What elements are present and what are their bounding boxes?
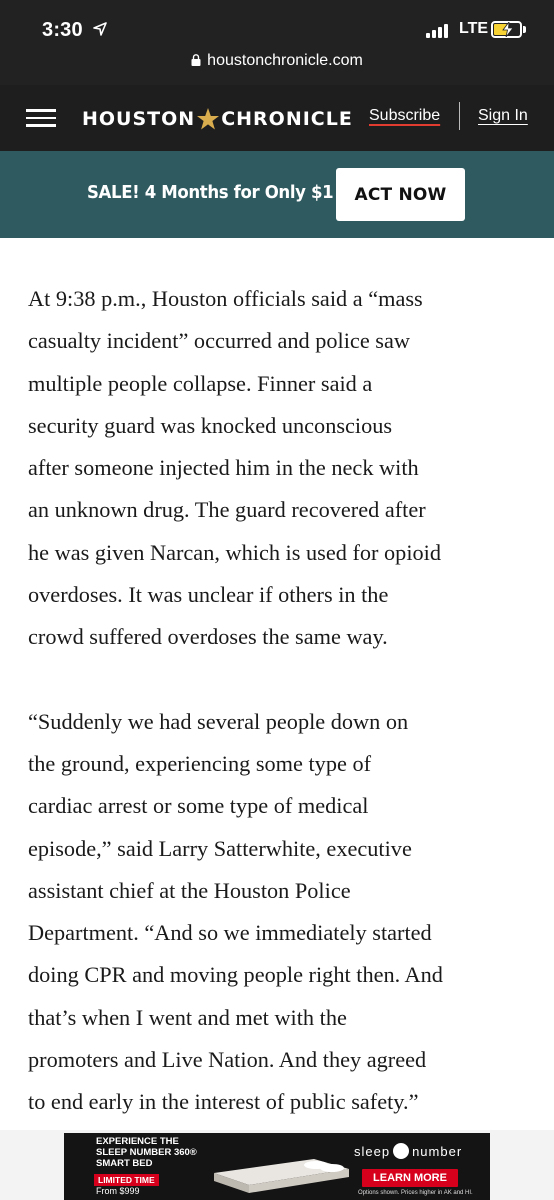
article-line: security guard was knocked unconscious — [28, 412, 393, 438]
sign-in-link[interactable]: Sign In — [478, 107, 528, 124]
header-divider — [459, 102, 460, 130]
browser-chrome — [0, 0, 554, 85]
article-line: At 9:38 p.m., Houston officials said a “mass — [28, 286, 423, 311]
sleep-number-logo-icon — [393, 1143, 409, 1159]
article-line: he was given Narcan, which is used for opioid — [28, 539, 442, 565]
ad-fine-print: Options shown. Prices higher in AK and HI. — [358, 1190, 473, 1196]
cellular-signal-icon — [426, 24, 452, 38]
ad-brand-logo: sleep number — [354, 1143, 463, 1159]
article-line: that’s when I went and met with the — [28, 1004, 347, 1030]
bed-image — [204, 1145, 354, 1195]
article-line: “Suddenly we had several people down on — [28, 708, 409, 734]
article-line: Department. “And so we immediately started — [28, 920, 432, 946]
article-line: casualty incident” occurred and police saw — [28, 328, 410, 354]
star-icon — [196, 107, 220, 131]
logo-word-houston: HOUSTON — [82, 108, 196, 130]
battery-nub — [523, 26, 526, 33]
hamburger-menu-icon[interactable] — [26, 109, 56, 127]
ad-headline: EXPERIENCE THE SLEEP NUMBER 360® SMART BED — [96, 1136, 197, 1169]
article-line: cardiac arrest or some type of medical — [28, 793, 369, 819]
promo-banner — [0, 151, 554, 238]
lock-icon — [191, 54, 201, 66]
logo-word-chronicle: CHRONICLE — [221, 108, 353, 130]
url-domain: houstonchronicle.com — [207, 52, 363, 69]
article-paragraph-1 — [28, 278, 533, 659]
article-line: assistant chief at the Houston Police — [28, 877, 351, 903]
promo-text: SALE! 4 Months for Only $1 — [87, 182, 334, 203]
ad-limited-badge: LIMITED TIME — [94, 1174, 159, 1186]
article-line: an unknown drug. The guard recovered after — [28, 497, 426, 523]
article-line: the ground, experiencing some type of — [28, 750, 372, 776]
article-line: promoters and Live Nation. And they agreed — [28, 1047, 427, 1073]
url-bar[interactable] — [0, 52, 554, 70]
site-logo[interactable] — [82, 106, 353, 132]
battery-charging-icon — [491, 21, 522, 38]
article-paragraph-2 — [28, 701, 533, 1124]
article-line: doing CPR and moving people right then. And — [28, 962, 443, 988]
network-type: LTE — [459, 20, 489, 37]
status-time: 3:30 — [42, 19, 83, 41]
act-now-button[interactable]: ACT NOW — [336, 168, 465, 221]
article-line: overdoses. It was unclear if others in the — [28, 582, 389, 608]
site-header — [0, 85, 554, 151]
learn-more-button[interactable]: LEARN MORE — [362, 1169, 458, 1187]
article-line: multiple people collapse. Finner said a — [28, 370, 373, 396]
sleep-number-ad[interactable] — [64, 1133, 490, 1200]
article-line: to end early in the interest of public safety.” — [28, 1089, 419, 1115]
article-line: after someone injected him in the neck with — [28, 455, 419, 481]
article-body — [28, 278, 533, 1124]
article-line: episode,” said Larry Satterwhite, executive — [28, 835, 412, 861]
article-line: crowd suffered overdoses the same way. — [28, 624, 388, 650]
subscribe-link[interactable]: Subscribe — [369, 107, 441, 124]
ad-price: From $999 — [96, 1186, 140, 1196]
location-arrow-icon — [93, 22, 107, 36]
